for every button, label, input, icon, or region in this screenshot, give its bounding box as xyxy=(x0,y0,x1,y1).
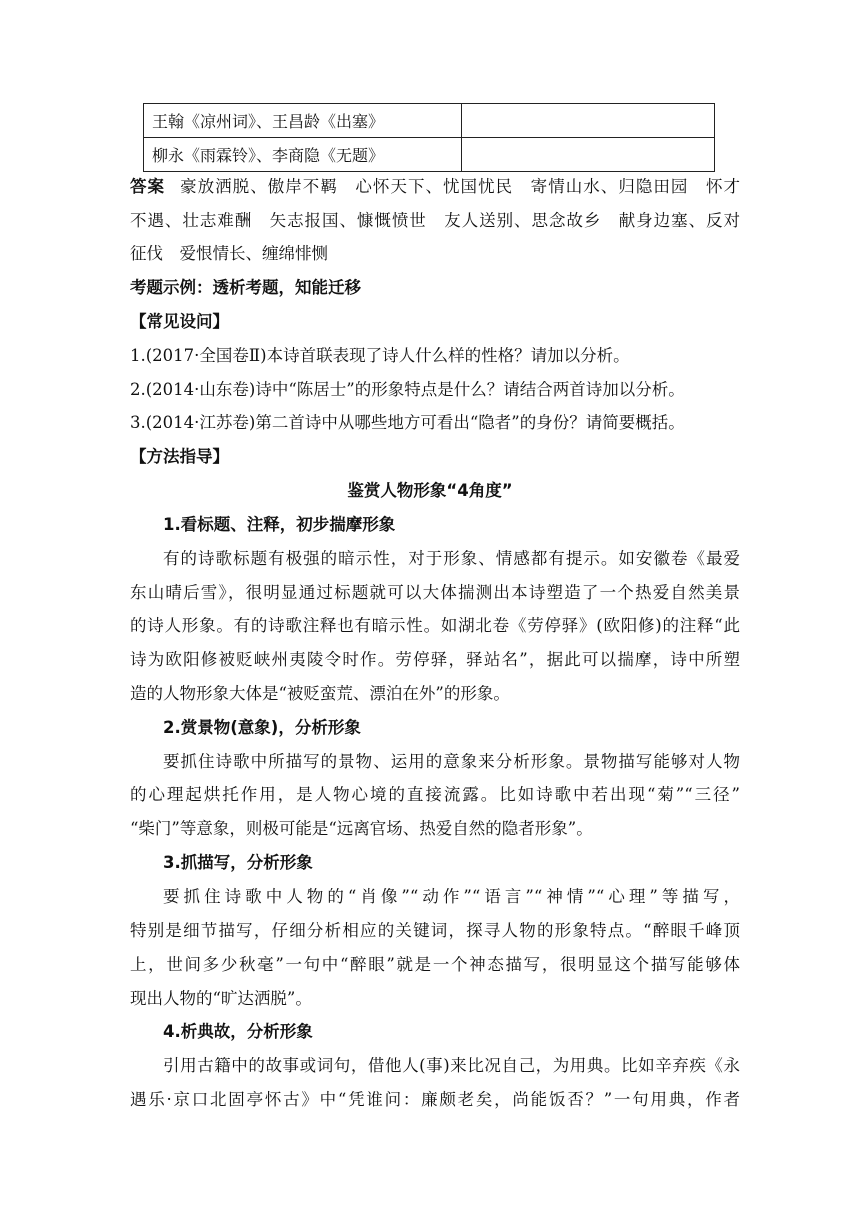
paragraph-line: 特别是细节描写，仔细分析相应的关键词，探寻人物的形象特点。“醉眼千峰顶 xyxy=(130,921,740,940)
paragraph-line: 要抓住诗歌中人物的“肖像”“动作”“语言”“神情”“心理”等描写， xyxy=(163,887,740,906)
question-item: 3.(2014·江苏卷)第二首诗中从哪些地方可看出“隐者”的身份？请简要概括。 xyxy=(130,413,685,432)
table-cell-poems: 王翰《凉州词》、王昌龄《出塞》 xyxy=(144,104,462,138)
paragraph-line: 的诗人形象。有的诗歌注释也有暗示性。如湖北卷《劳停驿》(欧阳修)的注释“此 xyxy=(130,616,740,635)
question-item: 1.(2017·全国卷Ⅱ)本诗首联表现了诗人什么样的性格？请加以分析。 xyxy=(130,346,630,365)
answer-line-3: 征伐 爱恨情长、缠绵悱恻 xyxy=(130,244,328,263)
table-cell-theme xyxy=(462,138,715,172)
paragraph-line: 有的诗歌标题有极强的暗示性，对于形象、情感都有提示。如安徽卷《最爱 xyxy=(163,549,740,568)
point-4-title: 4.析典故，分析形象 xyxy=(163,1022,313,1041)
table-row xyxy=(144,104,715,138)
table-cell-poems: 柳永《雨霖铃》、李商隐《无题》 xyxy=(144,138,462,172)
section-title: 考题示例：透析考题，知能迁移 xyxy=(130,278,361,297)
point-3-title: 3.抓描写，分析形象 xyxy=(163,853,313,872)
table-row xyxy=(144,138,715,172)
paragraph-line: 遇乐·京口北固亭怀古》中“凭谁问：廉颇老矣，尚能饭否？”一句用典，作者 xyxy=(130,1090,740,1109)
paragraph-line: 现出人物的“旷达洒脱”。 xyxy=(130,989,312,1008)
paragraph-line: 的心理起烘托作用，是人物心境的直接流露。比如诗歌中若出现“菊”“三径” xyxy=(130,785,740,804)
method-subtitle: 鉴赏人物形象“4角度” xyxy=(347,481,513,500)
point-2-title: 2.赏景物(意象)，分析形象 xyxy=(163,718,361,737)
paragraph-line: “柴门”等意象，则极可能是“远离官场、热爱自然的隐者形象”。 xyxy=(130,819,593,838)
paragraph-line: 引用古籍中的故事或词句，借他人(事)来比况自己，为用典。比如辛弃疾《永 xyxy=(163,1056,740,1075)
point-1-title: 1.看标题、注释，初步揣摩形象 xyxy=(163,515,396,534)
answer-line-1 xyxy=(130,177,740,197)
paragraph-line: 上，世间多少秋毫”一句中“醉眼”就是一个神态描写，很明显这个描写能够体 xyxy=(130,955,740,974)
common-questions-heading: 【常见设问】 xyxy=(130,312,229,331)
paragraph-line: 要抓住诗歌中所描写的景物、运用的意象来分析形象。景物描写能够对人物 xyxy=(163,752,740,771)
poems-table xyxy=(143,103,715,172)
answer-text-1: 豪放洒脱、傲岸不羁 心怀天下、忧国忧民 寄情山水、归隐田园 怀才 xyxy=(179,177,741,196)
paragraph-line: 诗为欧阳修被贬峡州夷陵令时作。劳停驿，驿站名”，据此可以揣摩，诗中所塑 xyxy=(130,650,740,669)
table-cell-theme xyxy=(462,104,715,138)
paragraph-line: 造的人物形象大体是“被贬蛮荒、漂泊在外”的形象。 xyxy=(130,684,510,703)
method-heading: 【方法指导】 xyxy=(130,447,229,466)
question-item: 2.(2014·山东卷)诗中“陈居士”的形象特点是什么？请结合两首诗加以分析。 xyxy=(130,380,685,399)
paragraph-line: 东山晴后雪》，很明显通过标题就可以大体揣测出本诗塑造了一个热爱自然美景 xyxy=(130,583,740,602)
answer-line-2: 不遇、壮志难酬 矢志报国、慷慨愤世 友人送别、思念故乡 献身边塞、反对 xyxy=(130,211,740,230)
answer-label: 答案 xyxy=(130,177,166,196)
